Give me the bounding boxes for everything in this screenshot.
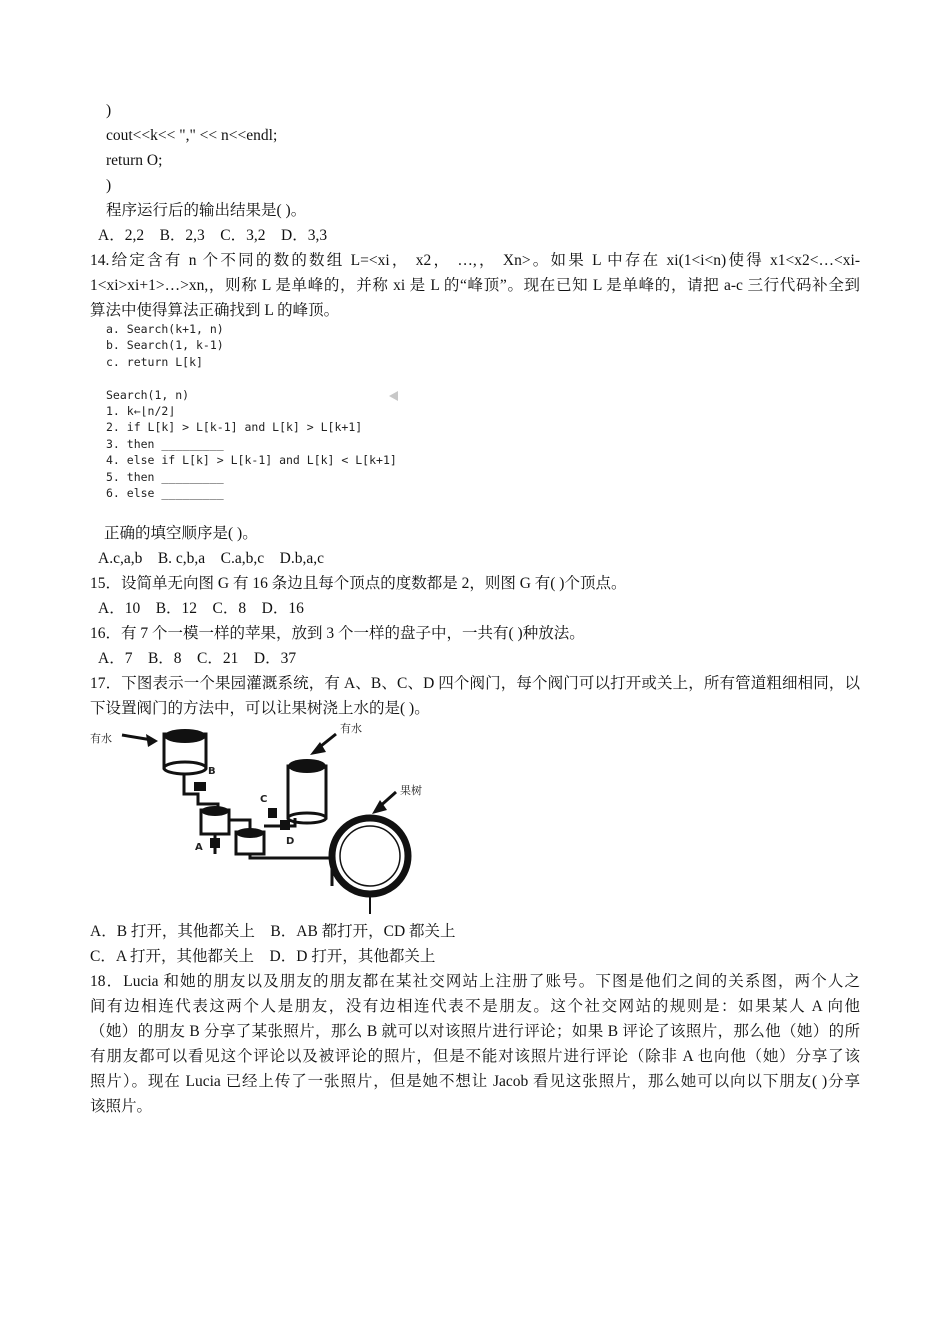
q14-options: A.c,a,b B. c,b,a C.a,b,c D.b,a,c [98,550,324,567]
q18-text-line: 该照片。 [90,1098,153,1115]
q14-prompt: 正确的填空顺序是( )。 [104,525,258,542]
code-line: 2. if L[k] > L[k-1] and L[k] > L[k+1] [106,420,363,435]
valve-d [280,820,290,830]
fruit-tree [332,818,408,914]
valve-d-label: D [286,836,295,847]
water-tank-right [288,759,326,823]
junction-tank-middle [201,806,229,834]
water-tank-left [164,729,206,774]
code-line: cout<<k<< "," << n<<endl; [106,127,278,144]
q14-text-line: 1<xi>xi+1>…>xn,，则称 L 是单峰的，并称 xi 是 L 的“峰顶”。现在已知 L 是单峰的，请把 a-c 三行代码补全到 [90,277,860,294]
q14-text-line: 14.给定含有 n 个不同的数的数组 L=<xi， x2， …,， Xn>。如果 L 中存在 xi(1<i<n)使得 x1<x2<…<xi- [90,252,860,269]
code-line: 1. k←⌊n/2⌋ [106,404,176,419]
valve-a [210,838,220,848]
arrow-icon [310,734,336,755]
q18-text-line: 18．Lucia 和她的朋友以及朋友的朋友都在某社交网站上注册了账号。下图是他们之间的关系图，两个人之 [90,973,860,990]
code-line: ) [106,102,112,119]
left-arrow-icon [389,391,398,401]
code-line [106,370,397,386]
q15-options: A．10 B．12 C．8 D．16 [98,600,304,617]
q14-code-block [106,321,397,501]
q16-text: 16．有 7 个一模一样的苹果，放到 3 个一样的盘子中，一共有( )种放法。 [90,625,585,642]
figure-label-tree: 果树 [400,784,422,797]
q17-text-line: 下设置阀门的方法中，可以让果树浇上水的是( )。 [90,700,430,717]
arrow-icon [122,734,158,747]
figure-label-water-right: 有水 [340,722,362,735]
valve-c-label: C [260,794,268,805]
code-line: 5. then _________ [106,469,224,484]
code-line: 4. else if L[k] > L[k-1] and L[k] < L[k+1] [106,453,397,468]
valve-b-label: B [208,766,216,777]
q17-options-row: A．B 打开，其他都关上 B．AB 都打开，CD 都关上 [90,923,456,940]
junction-tank-lower [236,828,264,854]
q16-options: A．7 B．8 C．21 D．37 [98,650,297,667]
code-line: ) [106,177,112,194]
q17-options-row: C．A 打开，其他都关上 D．D 打开，其他都关上 [90,948,436,965]
code-line: c. return L[k] [106,354,203,369]
arrow-icon [372,792,396,814]
code-line: a. Search(k+1, n) [106,322,224,336]
q13-prompt: 程序运行后的输出结果是( )。 [106,202,307,219]
code-line: 3. then _________ [106,436,224,451]
q14-text-line: 算法中使得算法正确找到 L 的峰顶。 [90,302,340,319]
q18-text-line: 有朋友都可以看见这个评论以及被评论的照片，但是不能对该照片进行评论（除非 A 也向他（她）分享了该 [90,1048,860,1065]
valve-a-label: A [195,842,203,853]
irrigation-figure [88,722,448,917]
q17-text-line: 17．下图表示一个果园灌溉系统，有 A、B、C、D 四个阀门，每个阀门可以打开或关上，所有管道粗细相同，以 [90,675,860,692]
q18-text-line: 间有边相连代表这两个人是朋友，没有边相连代表不是朋友。这个社交网站的规则是：如果某人 A 向他 [90,998,860,1015]
q18-text-line: （她）的朋友 B 分享了某张照片，那么 B 就可以对该照片进行评论；如果 B 评论了该照片，那么他（她）的所 [90,1023,860,1040]
q18-text-line: 照片）。现在 Lucia 已经上传了一张照片，但是她不想让 Jacob 看见这张照片，那么她可以向以下朋友( )分享 [90,1073,860,1090]
q13-options: A．2,2 B．2,3 C．3,2 D．3,3 [98,227,328,244]
valve-b [194,782,206,791]
valve-c [268,808,277,818]
q15-text: 15．设简单无向图 G 有 16 条边且每个顶点的度数都是 2，则图 G 有( )个顶点。 [90,575,627,592]
code-line: 6. else _________ [106,486,224,501]
figure-label-water-left: 有水 [90,732,112,745]
code-line: Search(1, n) [106,387,190,402]
code-line: b. Search(1, k-1) [106,338,224,353]
code-line: return O; [106,152,163,169]
